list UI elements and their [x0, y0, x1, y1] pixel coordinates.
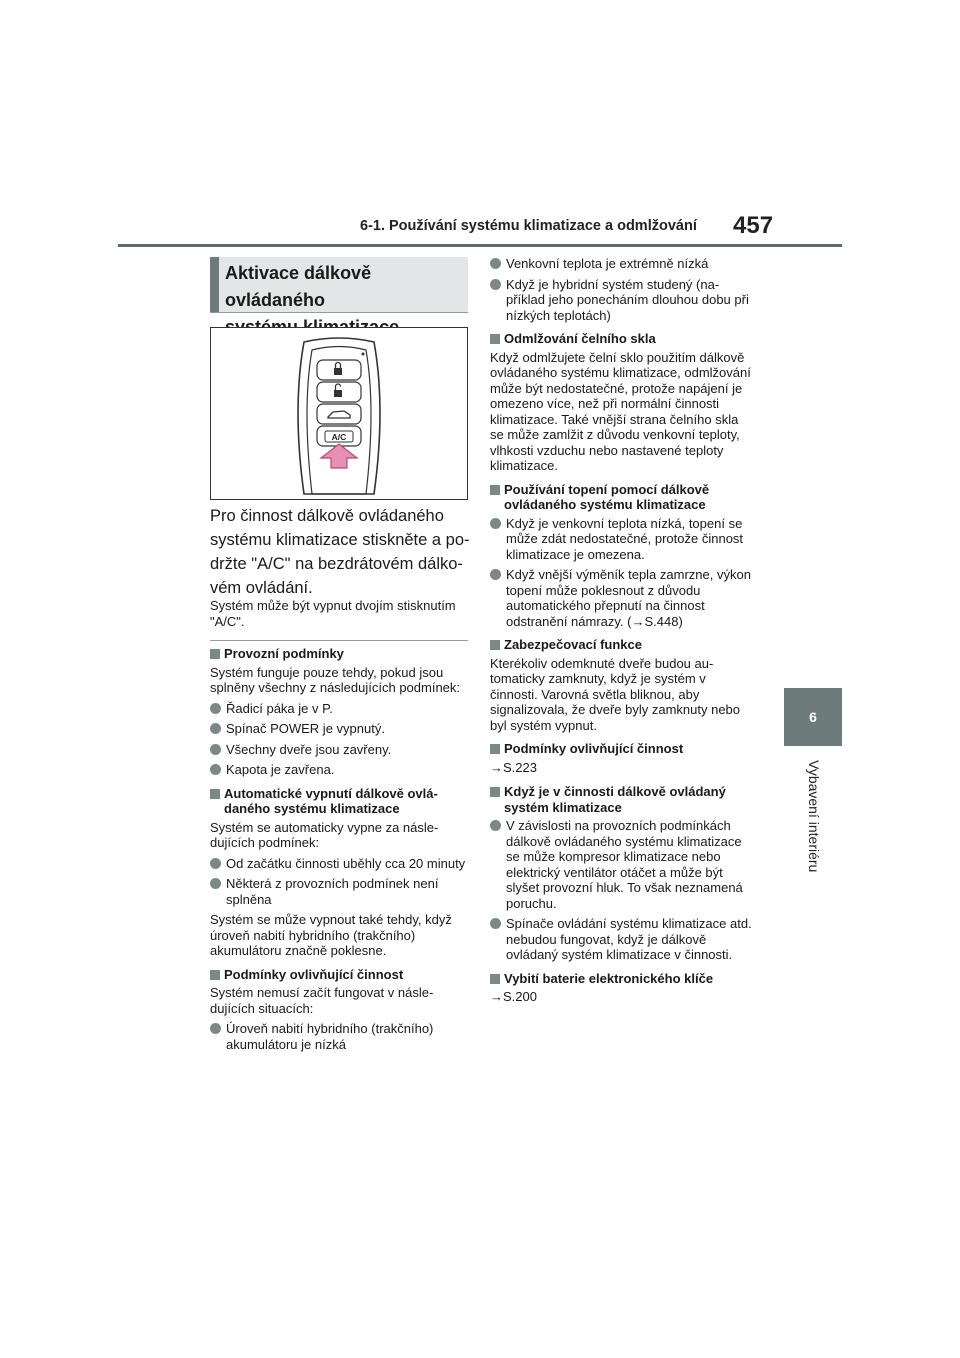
- notes-divider: [210, 640, 468, 641]
- press-arrow-icon: [321, 444, 357, 468]
- list-item: [210, 1021, 466, 1052]
- bullet-icon: [490, 518, 501, 529]
- defogging-block: [490, 331, 752, 474]
- auto-off-block: [210, 786, 466, 959]
- bullet-icon: [210, 744, 221, 755]
- left-notes-column: [210, 646, 466, 1060]
- right-notes-column: [490, 256, 752, 1014]
- bullet-icon: [490, 569, 501, 580]
- page-reference-link[interactable]: →S.200: [490, 989, 537, 1004]
- list-item-text: Když je hybridní systém studený (například jeho ponecháním dlouhou dobu při nízkých teplotách): [506, 276, 749, 323]
- list-item: [490, 516, 752, 563]
- chapter-title: 6-1. Používání systému klimatizace a odmlžování: [360, 218, 697, 234]
- list-item: [490, 818, 752, 911]
- operating-conditions-text: Systém funguje pouze tehdy, pokud jsou splněny všechny z následujících podmínek:: [210, 664, 461, 695]
- operating-conditions-block: [210, 646, 466, 778]
- defogging-text: Když odmlžujete čelní sklo použitím dálkově ovládaného systému klimatizace, odmlžování může být nedostatečné, protože napájení je omezeno více, než při normální činnosti klimatizace. Také vnější strana čelního skla se může zamlžit z důvodu venkovní teploty, vlhkosti vzduchu nebo nastavené teploty klimatizace.: [490, 349, 751, 473]
- battery-block: [490, 971, 752, 1005]
- list-item: [210, 762, 466, 778]
- list-item-text: Některá z provozních podmínek není splněna: [226, 876, 439, 907]
- ac-button-label: A/C: [331, 432, 347, 442]
- defogging-heading: Odmlžování čelního skla: [490, 331, 752, 347]
- in-operation-heading: Když je v činnosti dálkově ovládaný systém klimatizace: [490, 784, 752, 815]
- bullet-icon: [210, 723, 221, 734]
- key-fob-drawing: [211, 328, 467, 499]
- note-paragraph: Systém může být vypnut dvojím stisknutím "A/C".: [210, 598, 456, 629]
- list-item-text: Všechny dveře jsou zavřeny.: [226, 741, 392, 757]
- bullet-icon: [490, 258, 501, 269]
- list-item-text: Kapota je zavřena.: [226, 762, 335, 777]
- security-text: Kterékoliv odemknuté dveře budou automaticky zamknuty, když je systém v činnosti. Varovná světla bliknou, aby signalizovala, že dveře byly zamknuty nebo byl systém vypnut.: [490, 655, 741, 733]
- list-item-text: Řadicí páka je v P.: [226, 700, 333, 716]
- list-item: [490, 567, 752, 629]
- affecting-conditions-heading: Podmínky ovlivňující činnost: [210, 967, 466, 983]
- list-item-text: Venkovní teplota je extrémně nízká: [506, 256, 709, 271]
- list-item: [490, 916, 752, 963]
- affecting-conditions-block: [210, 967, 466, 1053]
- auto-off-heading: Automatické vypnutí dálkově ovládaného systému klimatizace: [210, 786, 466, 817]
- lock-icon: [334, 363, 342, 376]
- security-heading: Zabezpečovací funkce: [490, 637, 752, 653]
- bullet-icon: [210, 764, 221, 775]
- bullet-icon: [490, 279, 501, 290]
- intro-paragraph: Pro činnost dálkově ovládaného systému klimatizace stiskněte a podržte "A/C" na bezdrátovém dálkovém ovládání.: [210, 507, 470, 597]
- auto-off-text-2: Systém se může vypnout také tehdy, když úroveň nabití hybridního (trakčního) akumulátoru značně poklesne.: [210, 912, 452, 958]
- bullet-icon: [210, 1023, 221, 1034]
- list-item-text: Když je venkovní teplota nízká, topení se může zdát nedostatečné, protože činnost klimatizace je omezena.: [506, 515, 744, 562]
- continued-conditions-block: [490, 256, 752, 323]
- list-item-text: Spínače ovládání systému klimatizace atd. nebudou fungovat, když je dálkově ovládaný systém klimatizace v činnosti.: [506, 916, 752, 962]
- in-operation-block: [490, 784, 752, 963]
- key-fob-illustration: [210, 327, 468, 500]
- affecting-conditions-text: Systém nemusí začít fungovat v následujících situacích:: [210, 985, 434, 1016]
- list-item-text: Spínač POWER je vypnutý.: [226, 721, 385, 736]
- list-item: [210, 742, 466, 758]
- bullet-icon: [490, 820, 501, 831]
- section-divider: [210, 312, 468, 313]
- header-divider: [118, 244, 842, 247]
- trunk-icon: [328, 411, 350, 418]
- chapter-tab[interactable]: 6: [784, 688, 842, 746]
- section-title: [210, 257, 468, 312]
- list-item: [210, 876, 466, 907]
- heating-heading: Používání topení pomocí dálkově ovládaného systému klimatizace: [490, 482, 752, 513]
- list-item-text: V závislosti na provozních podmínkách dálkově ovládaného systému klimatizace se může kompresor klimatizace nebo elektrický ventilátor otáčet a může být slyšet provozní hluk. To však neznamená poruchu.: [506, 818, 743, 911]
- auto-off-text: Systém se automaticky vypne za následujících podmínek:: [210, 819, 439, 850]
- list-item: [490, 256, 752, 272]
- list-item: [210, 701, 466, 717]
- battery-heading: Vybití baterie elektronického klíče: [490, 971, 752, 987]
- bullet-icon: [210, 878, 221, 889]
- list-item-text: Když vnější výměník tepla zamrzne, výkon topení může poklesnout z důvodu automatického přepnutí na činnost odstranění námrazy. (→S.448): [506, 567, 751, 629]
- list-item: [210, 721, 466, 737]
- list-item-text: Úroveň nabití hybridního (trakčního) akumulátoru je nízká: [226, 1021, 434, 1052]
- list-item-text: Od začátku činnosti uběhly cca 20 minuty: [226, 855, 466, 871]
- page-reference-link[interactable]: →S.223: [490, 759, 537, 775]
- unlock-icon: [334, 384, 342, 397]
- operating-conditions-heading: Provozní podmínky: [210, 646, 466, 662]
- affecting-conditions-ref-heading: Podmínky ovlivňující činnost: [490, 741, 752, 757]
- page-number: 457: [733, 212, 774, 239]
- chapter-tab-label: Vybavení interiéru: [806, 760, 822, 873]
- affecting-conditions-ref-block: [490, 741, 752, 775]
- list-item: [490, 277, 752, 324]
- list-item: [210, 856, 466, 872]
- bullet-icon: [210, 858, 221, 869]
- bullet-icon: [490, 918, 501, 929]
- section-title-line1: Aktivace dálkově ovládaného: [225, 263, 372, 310]
- security-block: [490, 637, 752, 733]
- bullet-icon: [210, 703, 221, 714]
- heating-block: [490, 482, 752, 630]
